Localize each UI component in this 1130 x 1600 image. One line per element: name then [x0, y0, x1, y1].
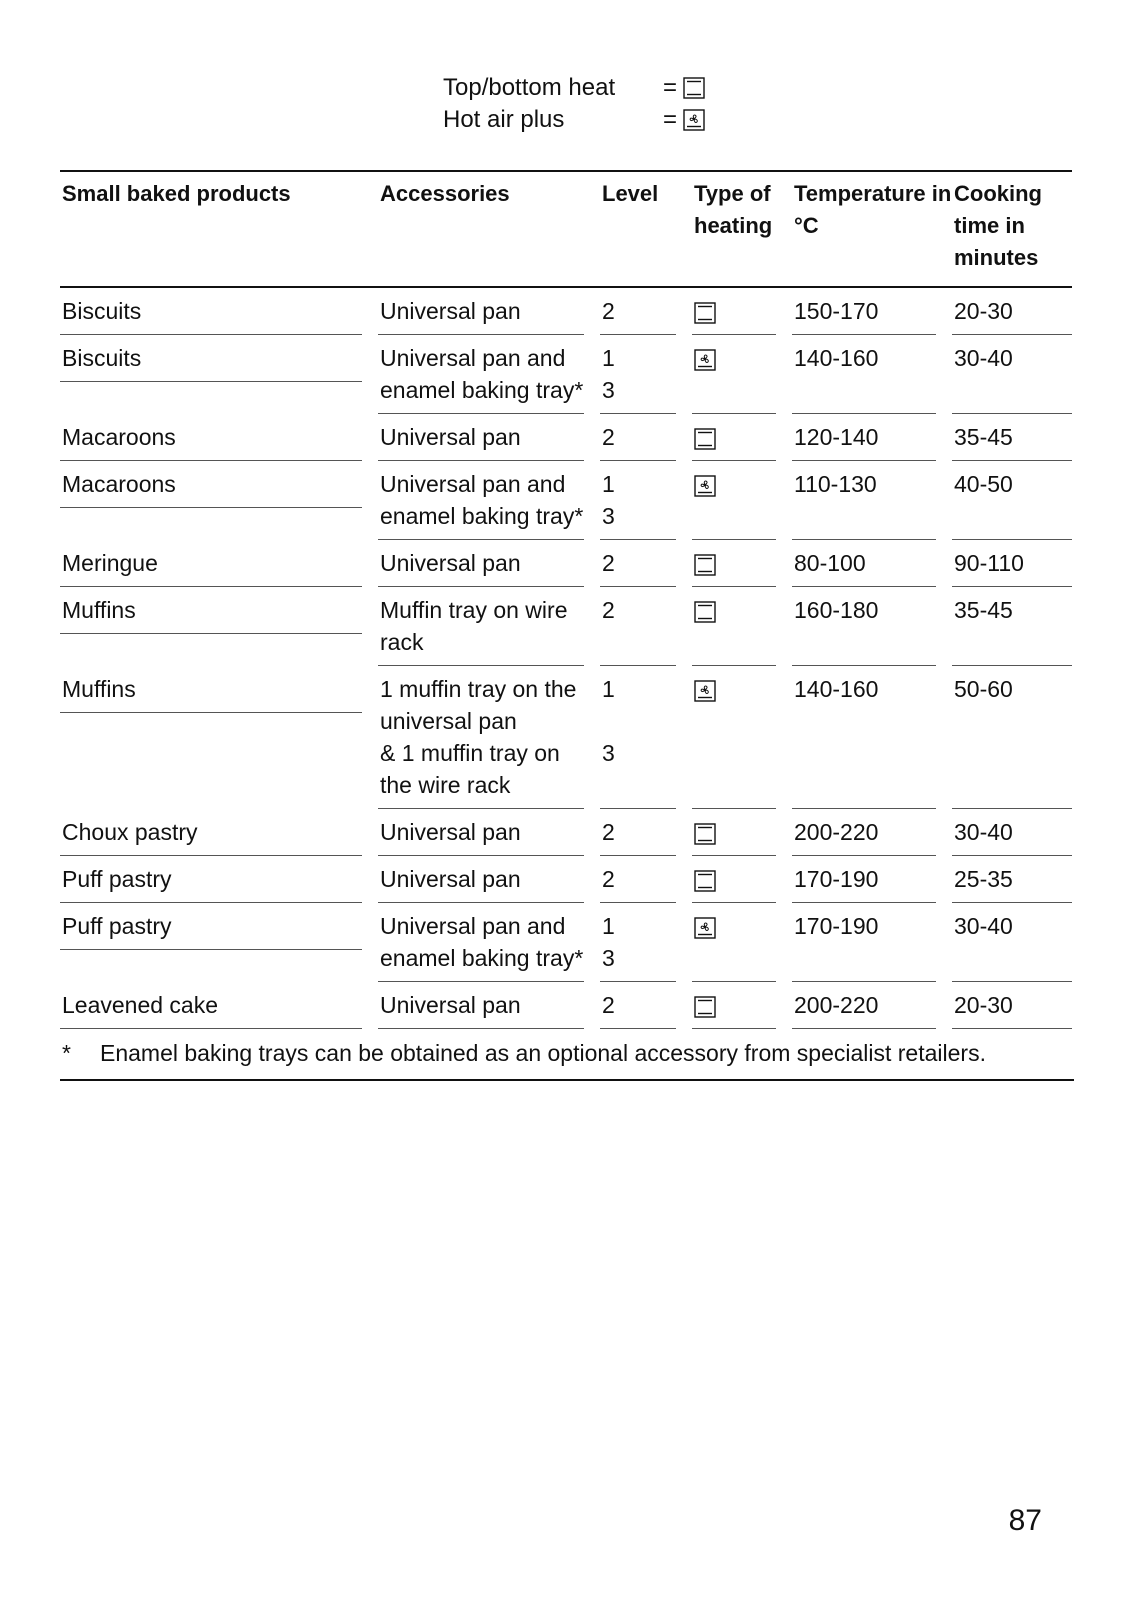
top-bottom-heat-icon [683, 77, 705, 99]
header-time: Cooking time in minutes [952, 172, 1072, 288]
time-spacer [954, 374, 1072, 406]
legend-label: Hot air plus [443, 106, 565, 133]
temperature-spacer [794, 737, 936, 769]
time-value: 35-45 [954, 424, 1013, 450]
table-row [60, 587, 1072, 666]
header-accessories: Accessories [378, 172, 600, 288]
table-body [60, 288, 1072, 1029]
level-line: 2 [602, 550, 615, 576]
temperature-spacer [794, 626, 936, 658]
cell-time [952, 540, 1072, 587]
cell-level [600, 903, 692, 982]
cell-product: Choux pastry [60, 809, 378, 856]
accessory-line: enamel baking tray* [380, 945, 584, 971]
level-line: 1 [602, 471, 615, 497]
accessory-line: enamel baking tray* [380, 377, 584, 403]
table-row [60, 414, 1072, 461]
time-value: 30-40 [954, 913, 1013, 939]
cell-level [600, 461, 692, 540]
temperature-value: 140-160 [794, 345, 879, 371]
cell-accessories [378, 666, 600, 809]
time-spacer [954, 626, 1072, 658]
cell-product: Leavened cake [60, 982, 378, 1029]
cell-heating [692, 461, 792, 540]
cell-heating [692, 414, 792, 461]
cell-time [952, 809, 1072, 856]
accessory-line: the wire rack [380, 772, 511, 798]
cell-accessories [378, 414, 600, 461]
temperature-value: 170-190 [794, 866, 879, 892]
table-row [60, 461, 1072, 540]
table-row [60, 666, 1072, 809]
heating-legend [443, 72, 705, 136]
legend-label: Top/bottom heat [443, 74, 616, 101]
cell-time [952, 856, 1072, 903]
level-line: 3 [602, 945, 615, 971]
cell-time [952, 461, 1072, 540]
level-line: 2 [602, 992, 615, 1018]
cell-product: Puff pastry [60, 903, 378, 982]
cell-level [600, 666, 692, 809]
cell-accessories [378, 903, 600, 982]
temperature-spacer [794, 942, 936, 974]
footnote-mark: * [62, 1040, 71, 1066]
accessory-line: 1 muffin tray on the [380, 676, 577, 702]
level-line: 1 [602, 345, 615, 371]
time-spacer [954, 942, 1072, 974]
cell-time [952, 288, 1072, 335]
cell-product: Puff pastry [60, 856, 378, 903]
table-row [60, 809, 1072, 856]
level-line: 2 [602, 424, 615, 450]
cell-product: Biscuits [60, 335, 378, 414]
temperature-spacer [794, 705, 936, 737]
cell-time [952, 414, 1072, 461]
legend-equals: = [663, 74, 678, 101]
cell-heating [692, 809, 792, 856]
page-number: 87 [1008, 1504, 1042, 1537]
level-line: 2 [602, 866, 615, 892]
accessory-line: Universal pan [380, 992, 521, 1018]
temperature-value: 170-190 [794, 913, 879, 939]
cell-product: Macaroons [60, 461, 378, 540]
accessory-line: Universal pan and [380, 471, 566, 497]
accessory-line: Universal pan [380, 866, 521, 892]
cell-heating [692, 856, 792, 903]
table-row [60, 288, 1072, 335]
cell-temperature [792, 540, 952, 587]
heating-spacer [694, 737, 776, 769]
cell-accessories [378, 982, 600, 1029]
cell-level [600, 414, 692, 461]
cell-heating [692, 587, 792, 666]
cell-temperature [792, 903, 952, 982]
legend-row-top-bottom [443, 72, 705, 104]
time-value: 20-30 [954, 298, 1013, 324]
temperature-spacer [794, 769, 936, 801]
hot-air-plus-icon [694, 475, 716, 497]
cell-temperature [792, 288, 952, 335]
cell-temperature [792, 335, 952, 414]
header-heating: Type of heating [692, 172, 792, 288]
heating-spacer [694, 374, 776, 406]
table-row [60, 540, 1072, 587]
top-bottom-heat-icon [694, 601, 716, 623]
header-product: Small baked products [60, 172, 378, 288]
cell-heating [692, 903, 792, 982]
cell-level [600, 809, 692, 856]
cell-temperature [792, 856, 952, 903]
heating-spacer [694, 942, 776, 974]
cell-temperature [792, 414, 952, 461]
accessory-line: Universal pan [380, 424, 521, 450]
table-row [60, 903, 1072, 982]
temperature-value: 80-100 [794, 550, 866, 576]
cell-product: Biscuits [60, 288, 378, 335]
header-level: Level [600, 172, 692, 288]
accessory-line: Muffin tray on wire [380, 597, 568, 623]
level-line: 3 [602, 740, 615, 766]
level-line: 3 [602, 503, 615, 529]
heating-spacer [694, 500, 776, 532]
legend-equals: = [663, 106, 678, 133]
temperature-spacer [794, 500, 936, 532]
hot-air-plus-icon [694, 917, 716, 939]
top-bottom-heat-icon [694, 554, 716, 576]
temperature-value: 120-140 [794, 424, 879, 450]
heating-spacer [694, 626, 776, 658]
time-spacer [954, 737, 1072, 769]
level-line: 2 [602, 597, 615, 623]
temperature-value: 110-130 [794, 471, 877, 497]
cell-temperature [792, 809, 952, 856]
time-spacer [954, 769, 1072, 801]
temperature-value: 160-180 [794, 597, 879, 623]
cell-accessories [378, 540, 600, 587]
table-row [60, 856, 1072, 903]
top-bottom-heat-icon [694, 870, 716, 892]
table-header-row [60, 172, 1072, 288]
accessory-line: Universal pan and [380, 345, 566, 371]
hot-air-plus-icon [683, 109, 705, 131]
level-spacer [602, 626, 676, 658]
footnote [60, 1029, 1074, 1081]
time-value: 35-45 [954, 597, 1013, 623]
temperature-value: 200-220 [794, 819, 879, 845]
time-value: 50-60 [954, 676, 1013, 702]
cell-level [600, 856, 692, 903]
baking-table [60, 172, 1072, 1029]
header-temperature: Temperature in °C [792, 172, 952, 288]
heating-spacer [694, 769, 776, 801]
cell-heating [692, 288, 792, 335]
time-value: 40-50 [954, 471, 1013, 497]
cell-heating [692, 335, 792, 414]
temperature-value: 140-160 [794, 676, 879, 702]
temperature-spacer [794, 374, 936, 406]
heating-spacer [694, 705, 776, 737]
top-bottom-heat-icon [694, 428, 716, 450]
level-line [602, 769, 676, 801]
cell-accessories [378, 461, 600, 540]
cell-time [952, 335, 1072, 414]
cell-product: Meringue [60, 540, 378, 587]
cell-time [952, 587, 1072, 666]
cell-accessories [378, 587, 600, 666]
accessory-line: universal pan [380, 708, 517, 734]
cell-level [600, 540, 692, 587]
time-spacer [954, 705, 1072, 737]
cell-product: Muffins [60, 587, 378, 666]
accessory-line: Universal pan [380, 298, 521, 324]
time-value: 20-30 [954, 992, 1013, 1018]
time-value: 30-40 [954, 345, 1013, 371]
level-line: 2 [602, 819, 615, 845]
accessory-line: Universal pan [380, 550, 521, 576]
temperature-value: 200-220 [794, 992, 879, 1018]
cell-heating [692, 666, 792, 809]
cell-level [600, 587, 692, 666]
cell-temperature [792, 982, 952, 1029]
footnote-text: Enamel baking trays can be obtained as an optional accessory from specialist retailers. [100, 1040, 986, 1066]
top-bottom-heat-icon [694, 823, 716, 845]
level-line: 1 [602, 913, 615, 939]
level-line: 2 [602, 298, 615, 324]
cell-time [952, 666, 1072, 809]
table-row [60, 982, 1072, 1029]
accessory-line: enamel baking tray* [380, 503, 584, 529]
top-bottom-heat-icon [694, 302, 716, 324]
cell-accessories [378, 809, 600, 856]
accessory-line: rack [380, 629, 424, 655]
cell-accessories [378, 856, 600, 903]
table-row [60, 335, 1072, 414]
cell-time [952, 903, 1072, 982]
cell-level [600, 335, 692, 414]
cell-time [952, 982, 1072, 1029]
cell-accessories [378, 335, 600, 414]
cell-level [600, 288, 692, 335]
cell-temperature [792, 461, 952, 540]
cell-product: Macaroons [60, 414, 378, 461]
accessory-line: Universal pan [380, 819, 521, 845]
cell-level [600, 982, 692, 1029]
cell-product: Muffins [60, 666, 378, 809]
hot-air-plus-icon [694, 349, 716, 371]
time-spacer [954, 500, 1072, 532]
level-line: 3 [602, 377, 615, 403]
time-value: 90-110 [954, 550, 1024, 576]
time-value: 30-40 [954, 819, 1013, 845]
accessory-line: Universal pan and [380, 913, 566, 939]
hot-air-plus-icon [694, 680, 716, 702]
time-value: 25-35 [954, 866, 1013, 892]
accessory-line: & 1 muffin tray on [380, 740, 560, 766]
cell-accessories [378, 288, 600, 335]
level-line [602, 705, 676, 737]
legend-row-hot-air [443, 104, 705, 136]
cell-heating [692, 540, 792, 587]
cell-temperature [792, 666, 952, 809]
cell-heating [692, 982, 792, 1029]
temperature-value: 150-170 [794, 298, 879, 324]
top-bottom-heat-icon [694, 996, 716, 1018]
level-line: 1 [602, 676, 615, 702]
cell-temperature [792, 587, 952, 666]
